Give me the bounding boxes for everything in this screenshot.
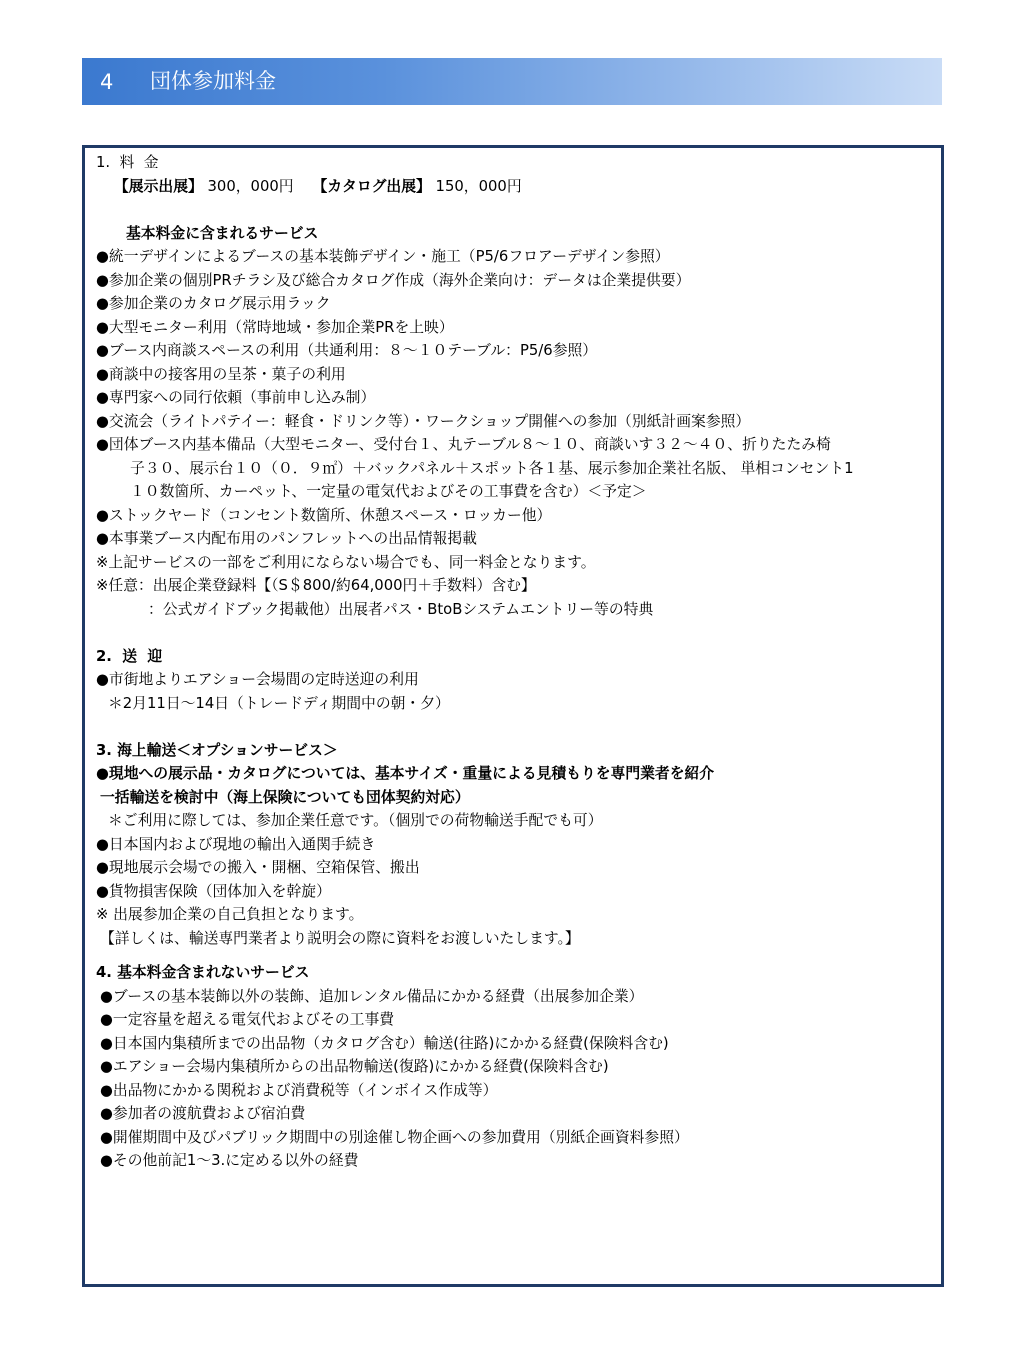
list-item: ●専門家への同行依頼（事前申し込み制） — [96, 389, 376, 406]
page-title: 団体参加料金 — [150, 69, 276, 93]
section4-heading: 4. 基本料金含まれないサービス — [96, 964, 310, 981]
list-item: ●本事業ブース内配布用のパンフレットへの出品情報掲載 — [96, 530, 477, 547]
list-item: ●ストックヤード（コンセント数箇所、休憩スペース・ロッカー他） — [96, 506, 552, 524]
note-line: ※上記サービスの一部をご利用にならない場合でも、同一料金となります。 — [96, 553, 596, 571]
fee-catalog-value: 150，000円 — [435, 177, 522, 195]
note-line: ＊ご利用に際しては、参加企業任意です。（個別での荷物輸送手配でも可） — [108, 812, 603, 829]
section-number: 4 — [100, 70, 114, 94]
section3-heading: 3. 海上輸送＜オプションサービス＞ — [96, 741, 338, 759]
list-item: ●出品物にかかる関税および消費税等（インボイス作成等） — [100, 1081, 498, 1099]
list-item: ●参加企業の個別PRチラシ及び総合カタログ作成（海外企業向け：データは企業提供要） — [96, 271, 691, 289]
note-line: ※ 出展参加企業の自己負担となります。 — [96, 906, 364, 923]
list-item-equipment-cont: １０数箇所、カーペット、一定量の電気代およびその工事費を含む）＜予定＞ — [130, 483, 647, 500]
list-item: ●商談中の接客用の呈茶・菓子の利用 — [96, 365, 346, 383]
note-line: ※任意：出展企業登録料【（S＄800/約64,000円＋手数料）含む】 — [96, 577, 536, 594]
fee-catalog-label: 【カタログ出展】 — [312, 177, 431, 195]
list-item: ●一定容量を超える電気代およびその工事費 — [100, 1011, 395, 1028]
list-item: ●現地展示会場での搬入・開梱、空箱保管、搬出 — [96, 859, 420, 876]
fee-exhibit-label: 【展示出展】 — [114, 177, 203, 195]
list-item: ●参加者の渡航費および宿泊費 — [100, 1105, 306, 1122]
detail-line: 【詳しくは、輸送専門業者より説明会の際に資料をお渡しいたします。】 — [100, 929, 580, 947]
list-item: ●開催期間中及びパブリック期間中の別途催し物企画への参加費用（別紙企画資料参照） — [100, 1128, 689, 1146]
list-item: ●貨物損害保険（団体加入を幹旋） — [96, 882, 331, 900]
section1-heading: 1. 料 金 — [96, 154, 159, 171]
fee-line — [96, 175, 936, 199]
fee-exhibit-value: 300，000円 — [207, 177, 294, 195]
list-item: ●統一デザインによるブースの基本装飾デザイン・施工（P5/6フロアーデザイン参照） — [96, 248, 670, 265]
list-item: ●ブースの基本装飾以外の装飾、追加レンタル備品にかかる経費（出展参加企業） — [100, 987, 644, 1005]
list-item: ●ブース内商談スペースの利用（共通利用：８～１０テーブル：P5/6参照） — [96, 342, 598, 359]
list-item-bold-cont: 一括輸送を検討中（海上保険についても団体契約対応） — [100, 788, 470, 806]
list-item: ●参加企業のカタログ展示用ラック — [96, 295, 331, 312]
list-item: ●その他前記1～3.に定める以外の経費 — [100, 1152, 359, 1169]
services-heading: 基本料金に含まれるサービス — [126, 224, 319, 242]
note-line-cont: ：公式ガイドブック掲載他）出展者パス・BtoBシステムエントリー等の特典 — [148, 600, 654, 618]
note-line: ＊2月11日～14日（トレードディ期間中の朝・夕） — [108, 694, 450, 712]
list-item-bold: ●現地への展示品・カタログについては、基本サイズ・重量による見積もりを専門業者を紹介 — [96, 765, 715, 782]
list-item: ●大型モニター利用（常時地域・参加企業PRを上映） — [96, 318, 454, 336]
list-item: ●日本国内および現地の輸出入通関手続き — [96, 835, 376, 853]
list-item-equipment: ●団体ブース内基本備品（大型モニター、受付台１、丸テーブル８～１０、商談いす３２～４０、折りたたみ椅 — [96, 436, 831, 453]
list-item: ●交流会（ライトパテイー：軽食・ドリンク等）・ワークショップ開催への参加（別紙計画案参照） — [96, 412, 751, 430]
list-item: ●市街地よりエアショー会場間の定時送迎の利用 — [96, 671, 419, 688]
content-body — [96, 151, 936, 1173]
section2-heading: 2. 送 迎 — [96, 647, 163, 665]
list-item: ●エアショー会場内集積所からの出品物輸送(復路)にかかる経費(保険料含む) — [100, 1058, 609, 1075]
list-item-equipment-cont: 子３０、展示台１０（０．９㎡）＋バックパネル＋スポット各１基、展示参加企業社名版、 単相コンセント1 — [130, 459, 854, 477]
list-item: ●日本国内集積所までの出品物（カタログ含む）輸送(往路)にかかる経費(保険料含む) — [100, 1034, 669, 1052]
